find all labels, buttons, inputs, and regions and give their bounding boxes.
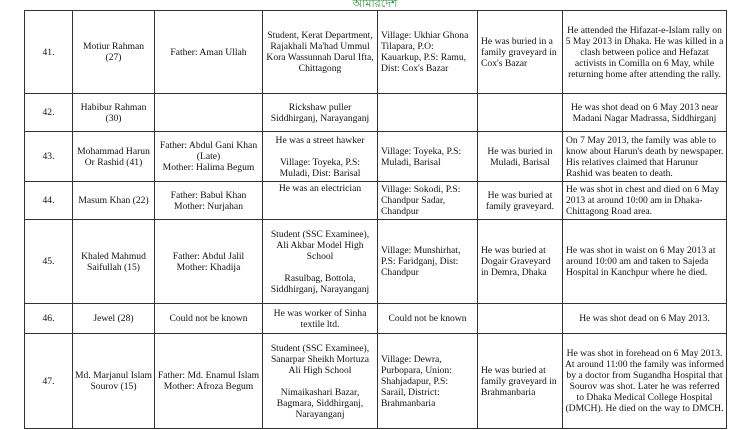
- parent-line: Mother: Halima Begum: [162, 162, 255, 173]
- parents-cell: [155, 94, 263, 132]
- occupation-cell: [263, 304, 378, 334]
- parent-line: Mother: Khadija: [176, 261, 241, 273]
- table-row: [25, 334, 727, 429]
- occupation-line: Student (SSC Examinee), Ali Akbar Model High School: [270, 228, 370, 262]
- parents-cell: [155, 182, 263, 220]
- occupation-line: He was an electrician: [278, 183, 362, 194]
- victim-name: Motiur Rahman (27): [73, 11, 155, 94]
- details-cell: He was shot in chest and died on 6 May 2013 at around 10:00 am in Dhaka-Chittagong Road area.: [563, 182, 727, 220]
- occupation-line: Rasulbag, Bottola, Siddhirganj, Narayanganj: [270, 272, 370, 295]
- occupation-line: Student, Kerat Department, Rajakhali Ma'had Ummul Kora Wassunnah Darul Ifta, Chittagong: [266, 30, 374, 74]
- table-row: [25, 94, 727, 132]
- details-cell: He was shot in waist on 6 May 2013 at around 10:00 am and taken to Sajeda Hospital in Kanchpur where he died.: [563, 220, 727, 304]
- address-cell: Could not be known: [378, 304, 478, 334]
- row-number: 45.: [25, 220, 73, 304]
- parents-cell: [155, 334, 263, 429]
- occupation-line: Student (SSC Examinee), Sanarpar Sheikh Mortuza Ali High School: [270, 342, 370, 376]
- occupation-cell: [263, 182, 378, 220]
- table-row: [25, 220, 727, 304]
- occupation-line: He was a street hawker: [275, 134, 365, 146]
- parent-line: Father: Babul Khan: [170, 189, 247, 201]
- header-logo: আমারদেশ: [352, 0, 398, 10]
- address-cell: [378, 94, 478, 132]
- occupation-cell: [263, 11, 378, 94]
- parent-line: Father: Abdul Gani Khan (Late): [159, 140, 258, 162]
- address-cell: Village: Sokodi, P.S: Chandpur Sadar, Chandpur: [378, 182, 478, 220]
- victims-table: [24, 10, 727, 429]
- row-number: 41.: [25, 11, 73, 94]
- occupation-line: Nimaikashari Bazar, Bagmara, Siddhirganj, Narayanganj: [276, 386, 364, 420]
- occupation-cell: [263, 220, 378, 304]
- victim-name: Masum Khan (22): [73, 182, 155, 220]
- parent-line: Could not be known: [169, 313, 248, 324]
- victim-name: Habibur Rahman (30): [73, 94, 155, 132]
- occupation-line: Village: Toyeka, P.S: Muladi, Dist: Barisal: [279, 156, 361, 179]
- occupation-cell: [263, 334, 378, 429]
- parent-line: Mother: Afroza Begum: [163, 381, 254, 392]
- parent-line: Mother: Nurjahan: [173, 200, 243, 212]
- occupation-line: He was worker of Sinha textile ltd.: [273, 307, 367, 330]
- victim-name: Mohammad Harun Or Rashid (41): [73, 132, 155, 182]
- row-number: 44.: [25, 182, 73, 220]
- victim-name: Jewel (28): [73, 304, 155, 334]
- burial-cell: [478, 94, 563, 132]
- parent-line: Father: Md. Enamul Islam: [157, 370, 260, 381]
- address-cell: Village: Toyeka, P.S: Muladi, Barisal: [378, 132, 478, 182]
- burial-cell: He was buried at family graveyard.: [478, 182, 563, 220]
- details-cell: On 7 May 2013, the family was able to know about Harun's death by newspaper. His relatives claimed that Harunur Rashid was beaten to death.: [563, 132, 727, 182]
- row-number: 42.: [25, 94, 73, 132]
- address-cell: Village: Ukhiar Ghona Tilapara, P.O: Kauarkup, P.S: Ramu, Dist: Cox's Bazar: [378, 11, 478, 94]
- occupation-line: Rickshaw puller Siddhirganj, Narayanganj: [270, 101, 370, 124]
- parent-line: Father: Abdul Jalil: [172, 250, 245, 262]
- occupation-cell: [263, 132, 378, 182]
- table-row: [25, 11, 727, 94]
- table-row: [25, 304, 727, 334]
- details-cell: He was shot in forehead on 6 May 2013. At around 11:00 the family was informed by a doctor from Sugandha Hospital that Sourov was shot. Later he was referred to Dhaka Medical College Hospital (DMCH). He died on the way to DMCH.: [563, 334, 727, 429]
- details-cell: He attended the Hifazat-e-Islam rally on 5 May 2013 in Dhaka. He was killed in a clash between police and Hefazat activists in Comilla on 6 May, while returning home after attending the rally.: [563, 11, 727, 94]
- burial-cell: [478, 304, 563, 334]
- parents-cell: [155, 220, 263, 304]
- row-number: 46.: [25, 304, 73, 334]
- burial-cell: He was buried at Dogair Graveyard in Demra, Dhaka: [478, 220, 563, 304]
- victim-name: Khaled Mahmud Saifullah (15): [73, 220, 155, 304]
- table-row: [25, 182, 727, 220]
- parents-cell: [155, 132, 263, 182]
- victim-name: Md. Marjanul Islam Sourov (15): [73, 334, 155, 429]
- row-number: 47.: [25, 334, 73, 429]
- burial-cell: He was buried at family graveyard in Brahmanbaria: [478, 334, 563, 429]
- parents-cell: [155, 11, 263, 94]
- details-cell: He was shot dead on 6 May 2013 near Madani Nagar Madrassa, Siddhirganj: [563, 94, 727, 132]
- burial-cell: He was buried in Muladi, Barisal: [478, 132, 563, 182]
- row-number: 43.: [25, 132, 73, 182]
- address-cell: Village: Munshirhat, P.S: Faridganj, Dist: Chandpur: [378, 220, 478, 304]
- table-row: [25, 132, 727, 182]
- details-cell: He was shot dead on 6 May 2013.: [563, 304, 727, 334]
- parents-cell: [155, 304, 263, 334]
- occupation-cell: [263, 94, 378, 132]
- address-cell: Village: Dewra, Purbopara, Union: Shahjadapur, P.S: Sarail, District: Brahmanbaria: [378, 334, 478, 429]
- parent-line: Father: Aman Ullah: [170, 46, 247, 58]
- burial-cell: He was buried in a family graveyard in Cox's Bazar: [478, 11, 563, 94]
